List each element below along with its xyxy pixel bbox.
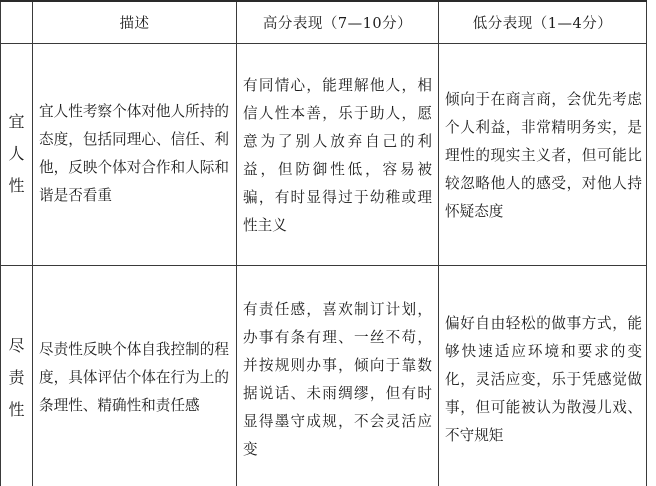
low-score-agreeableness: 倾向于在商言商，会优先考虑个人利益，非常精明务实，是理性的现实主义者，但可能比较忽略他人的感受，对他人持怀疑态度 bbox=[445, 91, 642, 220]
high-score-cell bbox=[237, 265, 439, 486]
description-agreeableness: 宜人性考察个体对他人所持的态度，包括同理心、信任、利他，反映个体对合作和人际和谐是否看重 bbox=[39, 103, 229, 204]
header-low-score: 低分表现（1—4分） bbox=[439, 1, 647, 43]
description-cell bbox=[33, 265, 237, 486]
header-description: 描述 bbox=[33, 1, 237, 43]
table-header-row bbox=[1, 1, 647, 43]
high-score-conscientiousness: 有责任感，喜欢制订计划，办事有条有理、一丝不苟，并按规则办事，倾向于靠数据说话、未雨绸缪，但有时显得墨守成规，不会灵活应变 bbox=[243, 301, 432, 458]
header-trait-cell bbox=[1, 1, 33, 43]
low-score-cell bbox=[439, 265, 647, 486]
trait-name-agreeableness: 宜人性 bbox=[8, 112, 25, 195]
low-score-conscientiousness: 偏好自由轻松的做事方式，能够快速适应环境和要求的变化，灵活应变，乐于凭感觉做事，但可能被认为散漫儿戏、不守规矩 bbox=[445, 315, 642, 444]
low-score-cell bbox=[439, 43, 647, 265]
trait-name-cell bbox=[1, 265, 33, 486]
trait-name-conscientiousness: 尽责性 bbox=[8, 336, 25, 419]
high-score-cell bbox=[237, 43, 439, 265]
trait-name-cell bbox=[1, 43, 33, 265]
table-row-agreeableness bbox=[1, 43, 647, 265]
header-high-score: 高分表现（7—10分） bbox=[237, 1, 439, 43]
description-cell bbox=[33, 43, 237, 265]
description-conscientiousness: 尽责性反映个体自我控制的程度，具体评估个体在行为上的条理性、精确性和责任感 bbox=[39, 341, 229, 414]
table-row-conscientiousness bbox=[1, 265, 647, 486]
high-score-agreeableness: 有同情心，能理解他人，相信人性本善，乐于助人，愿意为了别人放弃自己的利益，但防御性低，容易被骗，有时显得过于幼稚或理性主义 bbox=[243, 77, 432, 234]
